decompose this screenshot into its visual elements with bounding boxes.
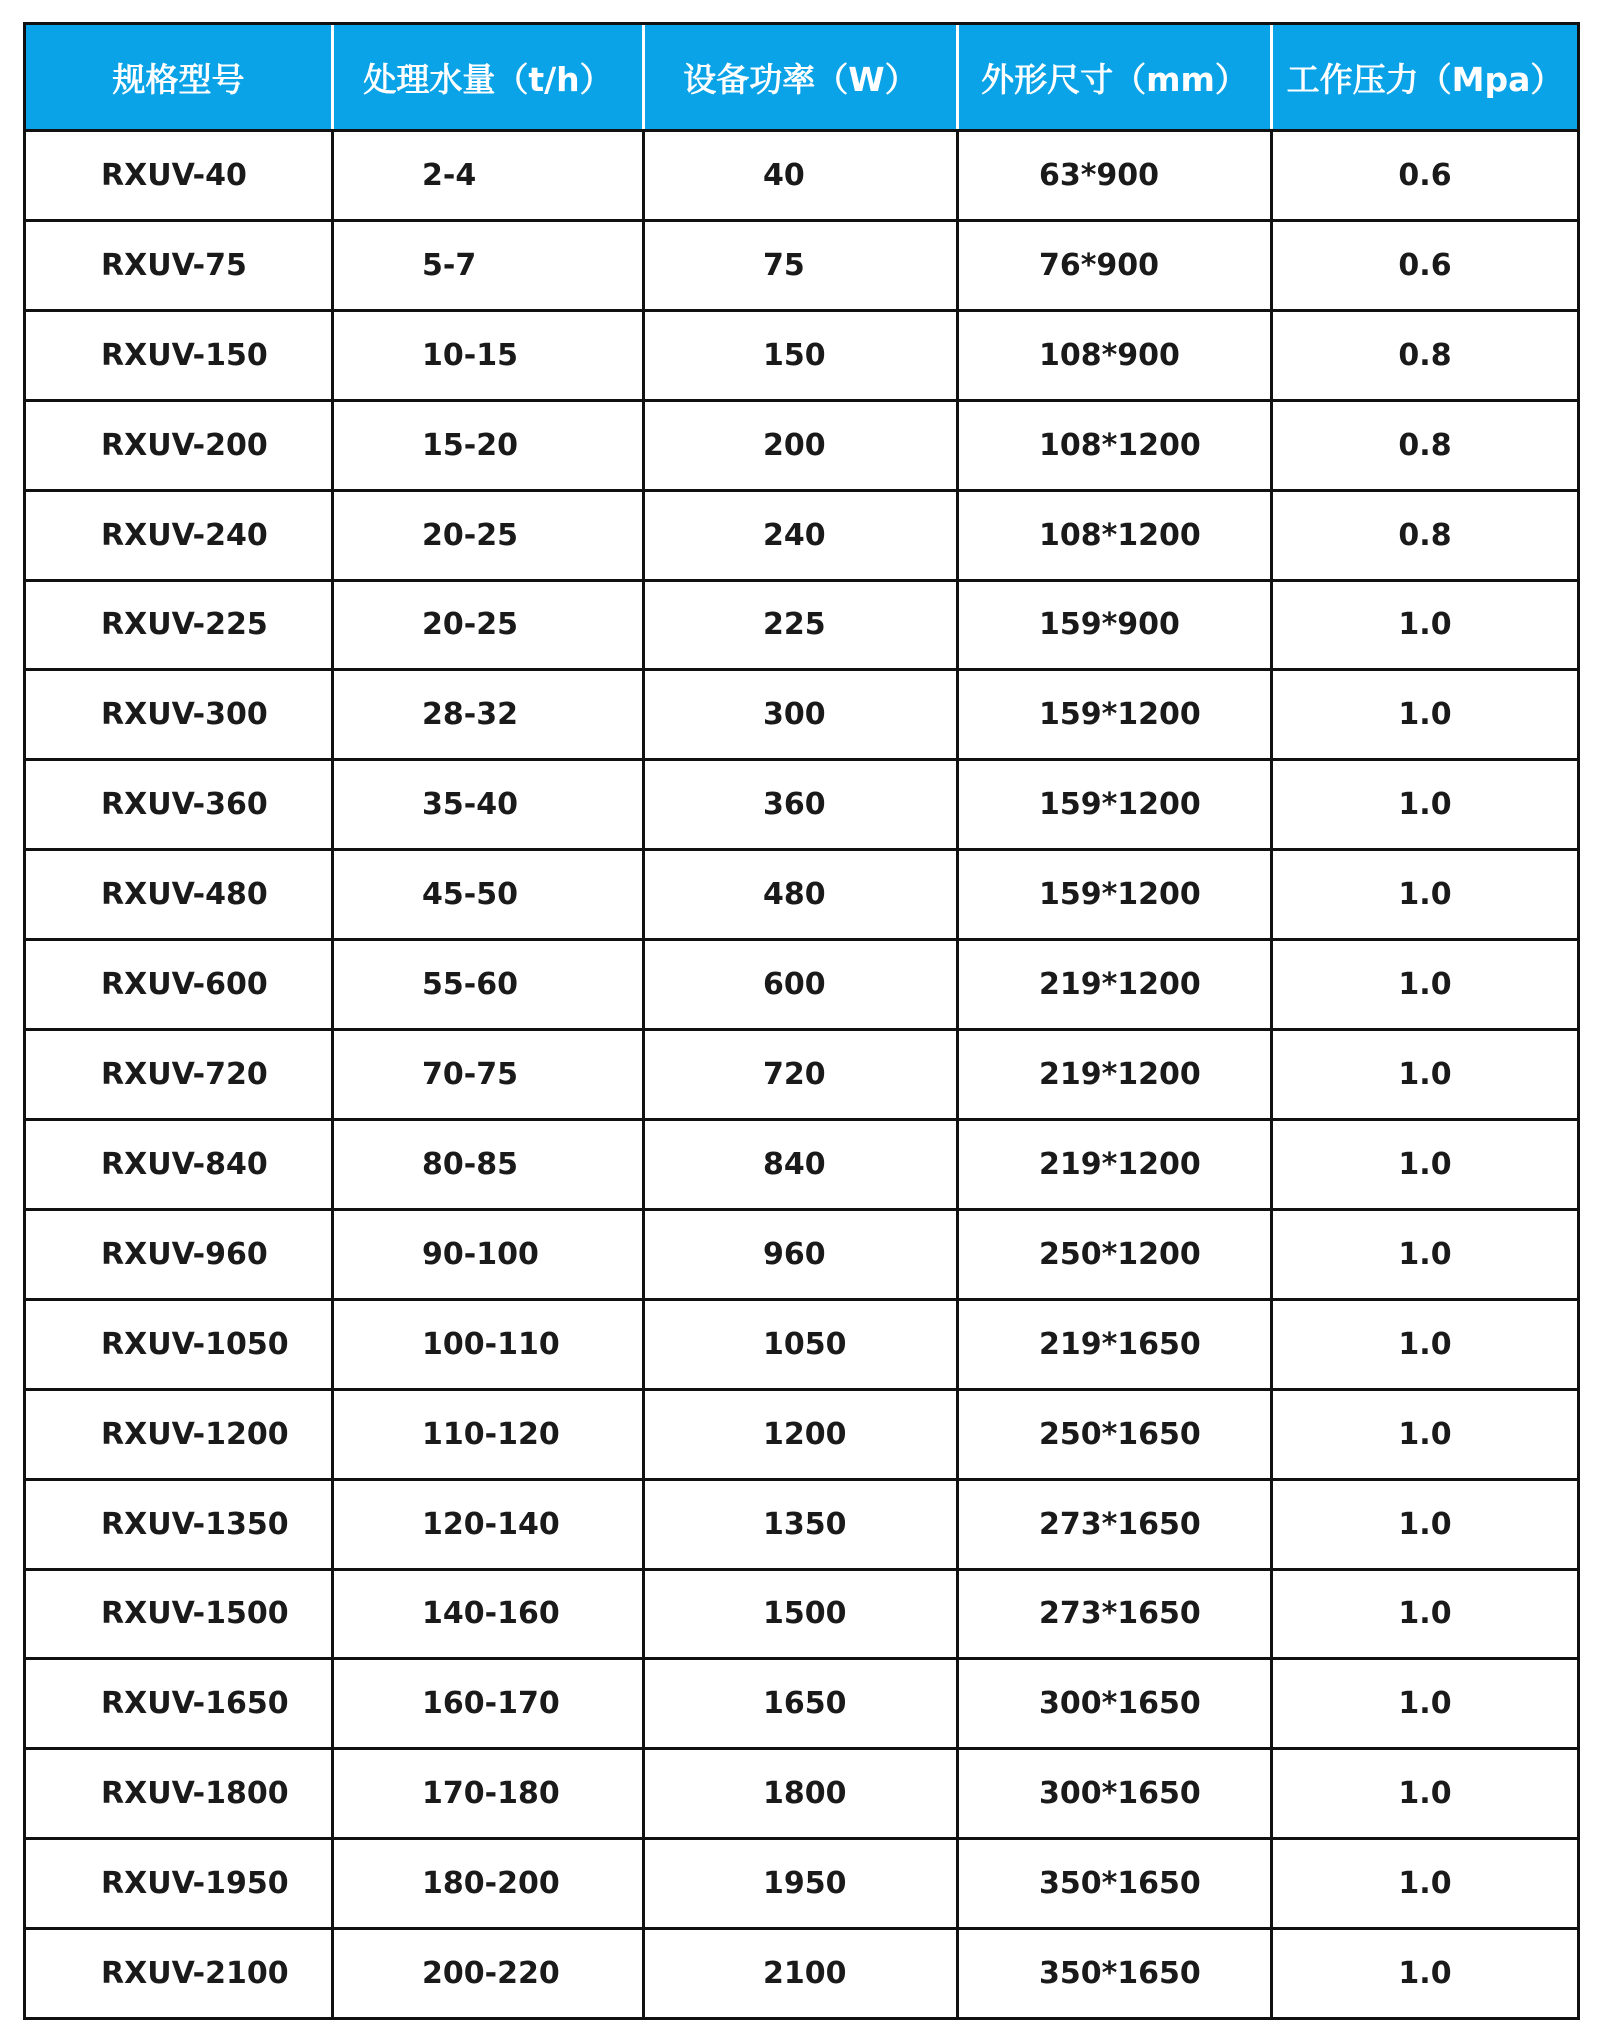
table-row [26,492,1577,582]
cell-flow-rate: 170-180 [334,1750,645,1837]
cell-model: RXUV-40 [26,132,334,219]
cell-pressure: 1.0 [1398,697,1452,733]
cell-flow-rate: 120-140 [334,1481,645,1568]
table-row [26,761,1577,851]
cell-power: 480 [645,851,959,938]
cell-flow-rate: 160-170 [334,1660,645,1747]
table-row [26,1121,1577,1211]
cell-dimensions: 219*1200 [959,1121,1273,1208]
cell-dimensions: 350*1650 [959,1840,1273,1927]
cell-pressure: 1.0 [1398,1686,1452,1722]
cell-pressure: 0.6 [1398,247,1452,283]
header-power: 设备功率（W） [645,25,959,129]
cell-flow-rate: 100-110 [334,1301,645,1388]
cell-power: 600 [645,941,959,1028]
table-row [26,1211,1577,1301]
cell-model: RXUV-960 [26,1211,334,1298]
cell-pressure: 1.0 [1398,1956,1452,1992]
header-dimensions: 外形尺寸（mm） [959,25,1273,129]
cell-flow-rate: 140-160 [334,1571,645,1658]
cell-dimensions: 159*1200 [959,851,1273,938]
cell-pressure: 1.0 [1398,1866,1452,1902]
cell-dimensions: 108*1200 [959,492,1273,579]
cell-pressure: 1.0 [1398,1776,1452,1812]
cell-dimensions: 219*1200 [959,1031,1273,1118]
cell-pressure: 0.8 [1398,517,1452,553]
cell-dimensions: 350*1650 [959,1930,1273,2017]
cell-power: 225 [645,582,959,669]
cell-flow-rate: 200-220 [334,1930,645,2017]
table-row [26,1391,1577,1481]
cell-power: 1650 [645,1660,959,1747]
cell-pressure: 1.0 [1398,1326,1452,1362]
cell-power: 1950 [645,1840,959,1927]
cell-flow-rate: 2-4 [334,132,645,219]
cell-flow-rate: 110-120 [334,1391,645,1478]
cell-pressure: 1.0 [1398,1236,1452,1272]
cell-flow-rate: 20-25 [334,492,645,579]
cell-model: RXUV-480 [26,851,334,938]
cell-pressure: 1.0 [1398,607,1452,643]
header-flow-rate: 处理水量（t/h） [334,25,645,129]
cell-flow-rate: 45-50 [334,851,645,938]
cell-model: RXUV-1650 [26,1660,334,1747]
cell-pressure: 1.0 [1398,877,1452,913]
cell-power: 300 [645,671,959,758]
table-row [26,222,1577,312]
cell-power: 200 [645,402,959,489]
cell-flow-rate: 20-25 [334,582,645,669]
table-row [26,1481,1577,1571]
cell-flow-rate: 80-85 [334,1121,645,1208]
cell-power: 720 [645,1031,959,1118]
cell-pressure: 1.0 [1398,1057,1452,1093]
cell-dimensions: 250*1650 [959,1391,1273,1478]
table-row [26,1750,1577,1840]
cell-model: RXUV-360 [26,761,334,848]
cell-dimensions: 300*1650 [959,1660,1273,1747]
cell-model: RXUV-1200 [26,1391,334,1478]
cell-pressure: 0.8 [1398,337,1452,373]
cell-power: 2100 [645,1930,959,2017]
cell-flow-rate: 55-60 [334,941,645,1028]
cell-pressure: 1.0 [1398,967,1452,1003]
cell-model: RXUV-300 [26,671,334,758]
cell-dimensions: 159*1200 [959,671,1273,758]
cell-power: 150 [645,312,959,399]
table-row [26,132,1577,222]
table-row [26,1840,1577,1930]
table-row [26,1031,1577,1121]
cell-model: RXUV-720 [26,1031,334,1118]
cell-dimensions: 273*1650 [959,1481,1273,1568]
table-row [26,1571,1577,1661]
cell-flow-rate: 10-15 [334,312,645,399]
cell-dimensions: 108*900 [959,312,1273,399]
cell-pressure: 1.0 [1398,1506,1452,1542]
cell-power: 360 [645,761,959,848]
spec-table [23,22,1580,2020]
cell-power: 1350 [645,1481,959,1568]
cell-power: 1500 [645,1571,959,1658]
cell-power: 1200 [645,1391,959,1478]
table-header-row [26,25,1577,132]
cell-power: 840 [645,1121,959,1208]
cell-pressure: 1.0 [1398,787,1452,823]
cell-model: RXUV-200 [26,402,334,489]
cell-pressure: 1.0 [1398,1596,1452,1632]
cell-model: RXUV-600 [26,941,334,1028]
cell-power: 1800 [645,1750,959,1837]
cell-model: RXUV-1350 [26,1481,334,1568]
cell-dimensions: 159*900 [959,582,1273,669]
table-row [26,312,1577,402]
cell-flow-rate: 28-32 [334,671,645,758]
cell-dimensions: 108*1200 [959,402,1273,489]
table-row [26,1930,1577,2017]
cell-model: RXUV-240 [26,492,334,579]
cell-model: RXUV-2100 [26,1930,334,2017]
cell-power: 75 [645,222,959,309]
cell-flow-rate: 35-40 [334,761,645,848]
cell-pressure: 1.0 [1398,1416,1452,1452]
cell-model: RXUV-225 [26,582,334,669]
table-row [26,582,1577,672]
header-pressure: 工作压力（Mpa） [1286,59,1564,99]
table-row [26,402,1577,492]
cell-power: 240 [645,492,959,579]
table-row [26,1660,1577,1750]
cell-dimensions: 63*900 [959,132,1273,219]
cell-model: RXUV-150 [26,312,334,399]
cell-pressure: 0.8 [1398,427,1452,463]
cell-dimensions: 76*900 [959,222,1273,309]
table-row [26,851,1577,941]
cell-power: 960 [645,1211,959,1298]
cell-flow-rate: 70-75 [334,1031,645,1118]
cell-pressure: 0.6 [1398,157,1452,193]
cell-flow-rate: 5-7 [334,222,645,309]
table-row [26,941,1577,1031]
cell-flow-rate: 15-20 [334,402,645,489]
cell-power: 40 [645,132,959,219]
cell-power: 1050 [645,1301,959,1388]
cell-flow-rate: 180-200 [334,1840,645,1927]
cell-model: RXUV-1050 [26,1301,334,1388]
cell-dimensions: 219*1650 [959,1301,1273,1388]
cell-flow-rate: 90-100 [334,1211,645,1298]
cell-dimensions: 273*1650 [959,1571,1273,1658]
cell-model: RXUV-1500 [26,1571,334,1658]
cell-model: RXUV-1950 [26,1840,334,1927]
cell-dimensions: 300*1650 [959,1750,1273,1837]
cell-model: RXUV-1800 [26,1750,334,1837]
table-row [26,1301,1577,1391]
cell-dimensions: 159*1200 [959,761,1273,848]
header-model: 规格型号 [26,25,334,129]
cell-model: RXUV-75 [26,222,334,309]
cell-dimensions: 250*1200 [959,1211,1273,1298]
cell-dimensions: 219*1200 [959,941,1273,1028]
cell-model: RXUV-840 [26,1121,334,1208]
table-row [26,671,1577,761]
cell-pressure: 1.0 [1398,1146,1452,1182]
